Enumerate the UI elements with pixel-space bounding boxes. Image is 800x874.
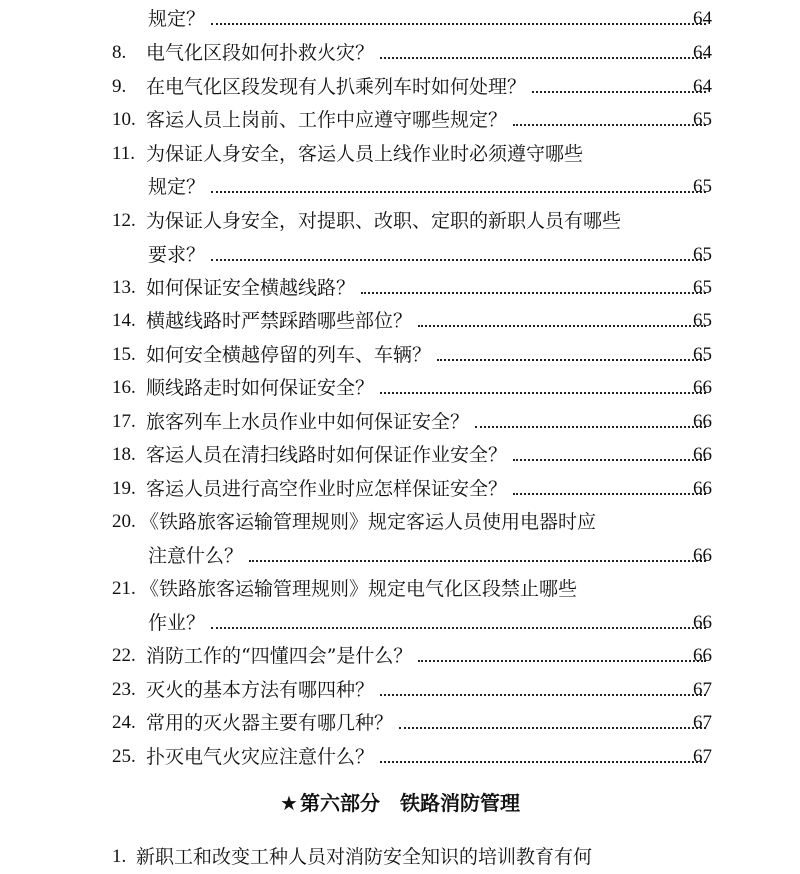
dot-leader xyxy=(399,727,706,729)
page-number: 64 xyxy=(693,42,712,63)
toc-entry xyxy=(0,271,800,305)
page-number: 66 xyxy=(693,612,712,633)
entry-text: 顺线路走时如何保证安全？ xyxy=(146,377,375,399)
dot-leader xyxy=(418,660,706,662)
toc-entry xyxy=(0,103,800,137)
entry-number: 10. xyxy=(112,109,136,130)
toc-entry xyxy=(0,137,800,171)
entry-number: 15. xyxy=(112,344,136,365)
entry-text: 要求？ xyxy=(148,244,206,266)
dot-leader xyxy=(513,493,706,495)
dot-leader xyxy=(380,392,706,394)
toc-entry xyxy=(0,36,800,70)
toc-entry xyxy=(0,371,800,405)
entry-text: 为保证人身安全，对提职、改职、定职的新职人员有哪些 xyxy=(146,210,622,232)
dot-leader xyxy=(211,627,706,629)
entry-text: 新职工和改变工种人员对消防安全知识的培训教育有何 xyxy=(136,846,593,868)
toc-entry xyxy=(0,639,800,673)
dot-leader xyxy=(361,292,706,294)
dot-leader xyxy=(513,124,706,126)
toc-entry xyxy=(0,438,800,472)
page-number: 65 xyxy=(693,344,712,365)
entry-text: 在电气化区段发现有人扒乘列车时如何处理？ xyxy=(146,76,527,98)
entry-number: 9. xyxy=(112,76,127,97)
section-part: 第六部分 xyxy=(299,791,380,815)
entry-number: 25. xyxy=(112,746,136,767)
toc-entry xyxy=(0,740,800,774)
entry-number: 23. xyxy=(112,679,136,700)
toc-entry xyxy=(0,505,800,539)
entry-number: 22. xyxy=(112,645,136,666)
toc-entry xyxy=(0,70,800,104)
page-number: 67 xyxy=(693,712,712,733)
toc-entry xyxy=(0,204,800,238)
entry-text: 电气化区段如何扑救火灾？ xyxy=(146,42,375,64)
page-number: 65 xyxy=(693,109,712,130)
entry-number: 24. xyxy=(112,712,136,733)
entry-text: 《铁路旅客运输管理规则》规定电气化区段禁止哪些 xyxy=(140,578,578,600)
entry-text: 消防工作的“四懂四会”是什么？ xyxy=(146,645,413,667)
dot-leader xyxy=(211,191,706,193)
page-number: 67 xyxy=(693,746,712,767)
page-number: 66 xyxy=(693,545,712,566)
entry-text: 客运人员进行高空作业时应怎样保证安全？ xyxy=(146,478,508,500)
page-number: 67 xyxy=(693,679,712,700)
toc-entry-continuation xyxy=(0,2,800,36)
entry-text: 《铁路旅客运输管理规则》规定客运人员使用电器时应 xyxy=(140,511,597,533)
entry-number: 21. xyxy=(112,578,136,599)
toc-entry xyxy=(0,472,800,506)
entry-number: 14. xyxy=(112,310,136,331)
toc-entry xyxy=(0,405,800,439)
toc-entry xyxy=(0,706,800,740)
dot-leader xyxy=(380,57,706,59)
section-heading xyxy=(0,786,800,820)
dot-leader xyxy=(249,560,706,562)
toc-entry xyxy=(0,673,800,707)
toc-entry xyxy=(0,338,800,372)
toc-entry-continuation xyxy=(0,539,800,573)
dot-leader xyxy=(211,259,706,261)
page-number: 65 xyxy=(693,277,712,298)
toc-entry xyxy=(0,572,800,606)
dot-leader xyxy=(437,359,706,361)
dot-leader xyxy=(475,426,706,428)
toc-entry-continuation xyxy=(0,170,800,204)
entry-text: 规定？ xyxy=(148,176,206,198)
entry-number: 8. xyxy=(112,42,127,63)
toc-entry-continuation xyxy=(0,606,800,640)
entry-text: 作业？ xyxy=(148,612,206,634)
entry-number: 17. xyxy=(112,411,136,432)
entry-number: 16. xyxy=(112,377,136,398)
star-icon: ★ xyxy=(280,791,298,815)
dot-leader xyxy=(211,23,706,25)
entry-number: 19. xyxy=(112,478,136,499)
entry-number: 11. xyxy=(112,143,136,164)
dot-leader xyxy=(532,91,706,93)
entry-text: 客运人员在清扫线路时如何保证作业安全？ xyxy=(146,444,508,466)
entry-number: 13. xyxy=(112,277,136,298)
entry-text: 注意什么？ xyxy=(148,545,244,567)
dot-leader xyxy=(418,325,706,327)
page-number: 65 xyxy=(693,310,712,331)
page-number: 66 xyxy=(693,444,712,465)
entry-number: 12. xyxy=(112,210,136,231)
page-number: 66 xyxy=(693,377,712,398)
dot-leader xyxy=(380,761,706,763)
dot-leader xyxy=(513,459,706,461)
toc-entry xyxy=(0,304,800,338)
toc-entry xyxy=(0,840,800,874)
entry-text: 客运人员上岗前、工作中应遵守哪些规定？ xyxy=(146,109,508,131)
page-number: 65 xyxy=(693,176,712,197)
entry-text: 规定？ xyxy=(148,8,206,30)
entry-number: 18. xyxy=(112,444,136,465)
entry-text: 旅客列车上水员作业中如何保证安全？ xyxy=(146,411,470,433)
section-title: 铁路消防管理 xyxy=(399,791,520,815)
entry-text: 灭火的基本方法有哪四种？ xyxy=(146,679,375,701)
entry-number: 1. xyxy=(112,846,127,867)
toc-entry-continuation xyxy=(0,238,800,272)
page-number: 66 xyxy=(693,478,712,499)
entry-number: 20. xyxy=(112,511,136,532)
entry-text: 如何安全横越停留的列车、车辆？ xyxy=(146,344,432,366)
entry-text: 扑灭电气火灾应注意什么？ xyxy=(146,746,375,768)
entry-text: 横越线路时严禁踩踏哪些部位？ xyxy=(146,310,413,332)
entry-text: 常用的灭火器主要有哪几种？ xyxy=(146,712,394,734)
page-number: 66 xyxy=(693,645,712,666)
page-number: 64 xyxy=(693,8,712,29)
page-number: 64 xyxy=(693,76,712,97)
page-number: 66 xyxy=(693,411,712,432)
dot-leader xyxy=(380,694,706,696)
page-number: 65 xyxy=(693,244,712,265)
entry-text: 为保证人身安全，客运人员上线作业时必须遵守哪些 xyxy=(146,143,584,165)
entry-text: 如何保证安全横越线路？ xyxy=(146,277,356,299)
